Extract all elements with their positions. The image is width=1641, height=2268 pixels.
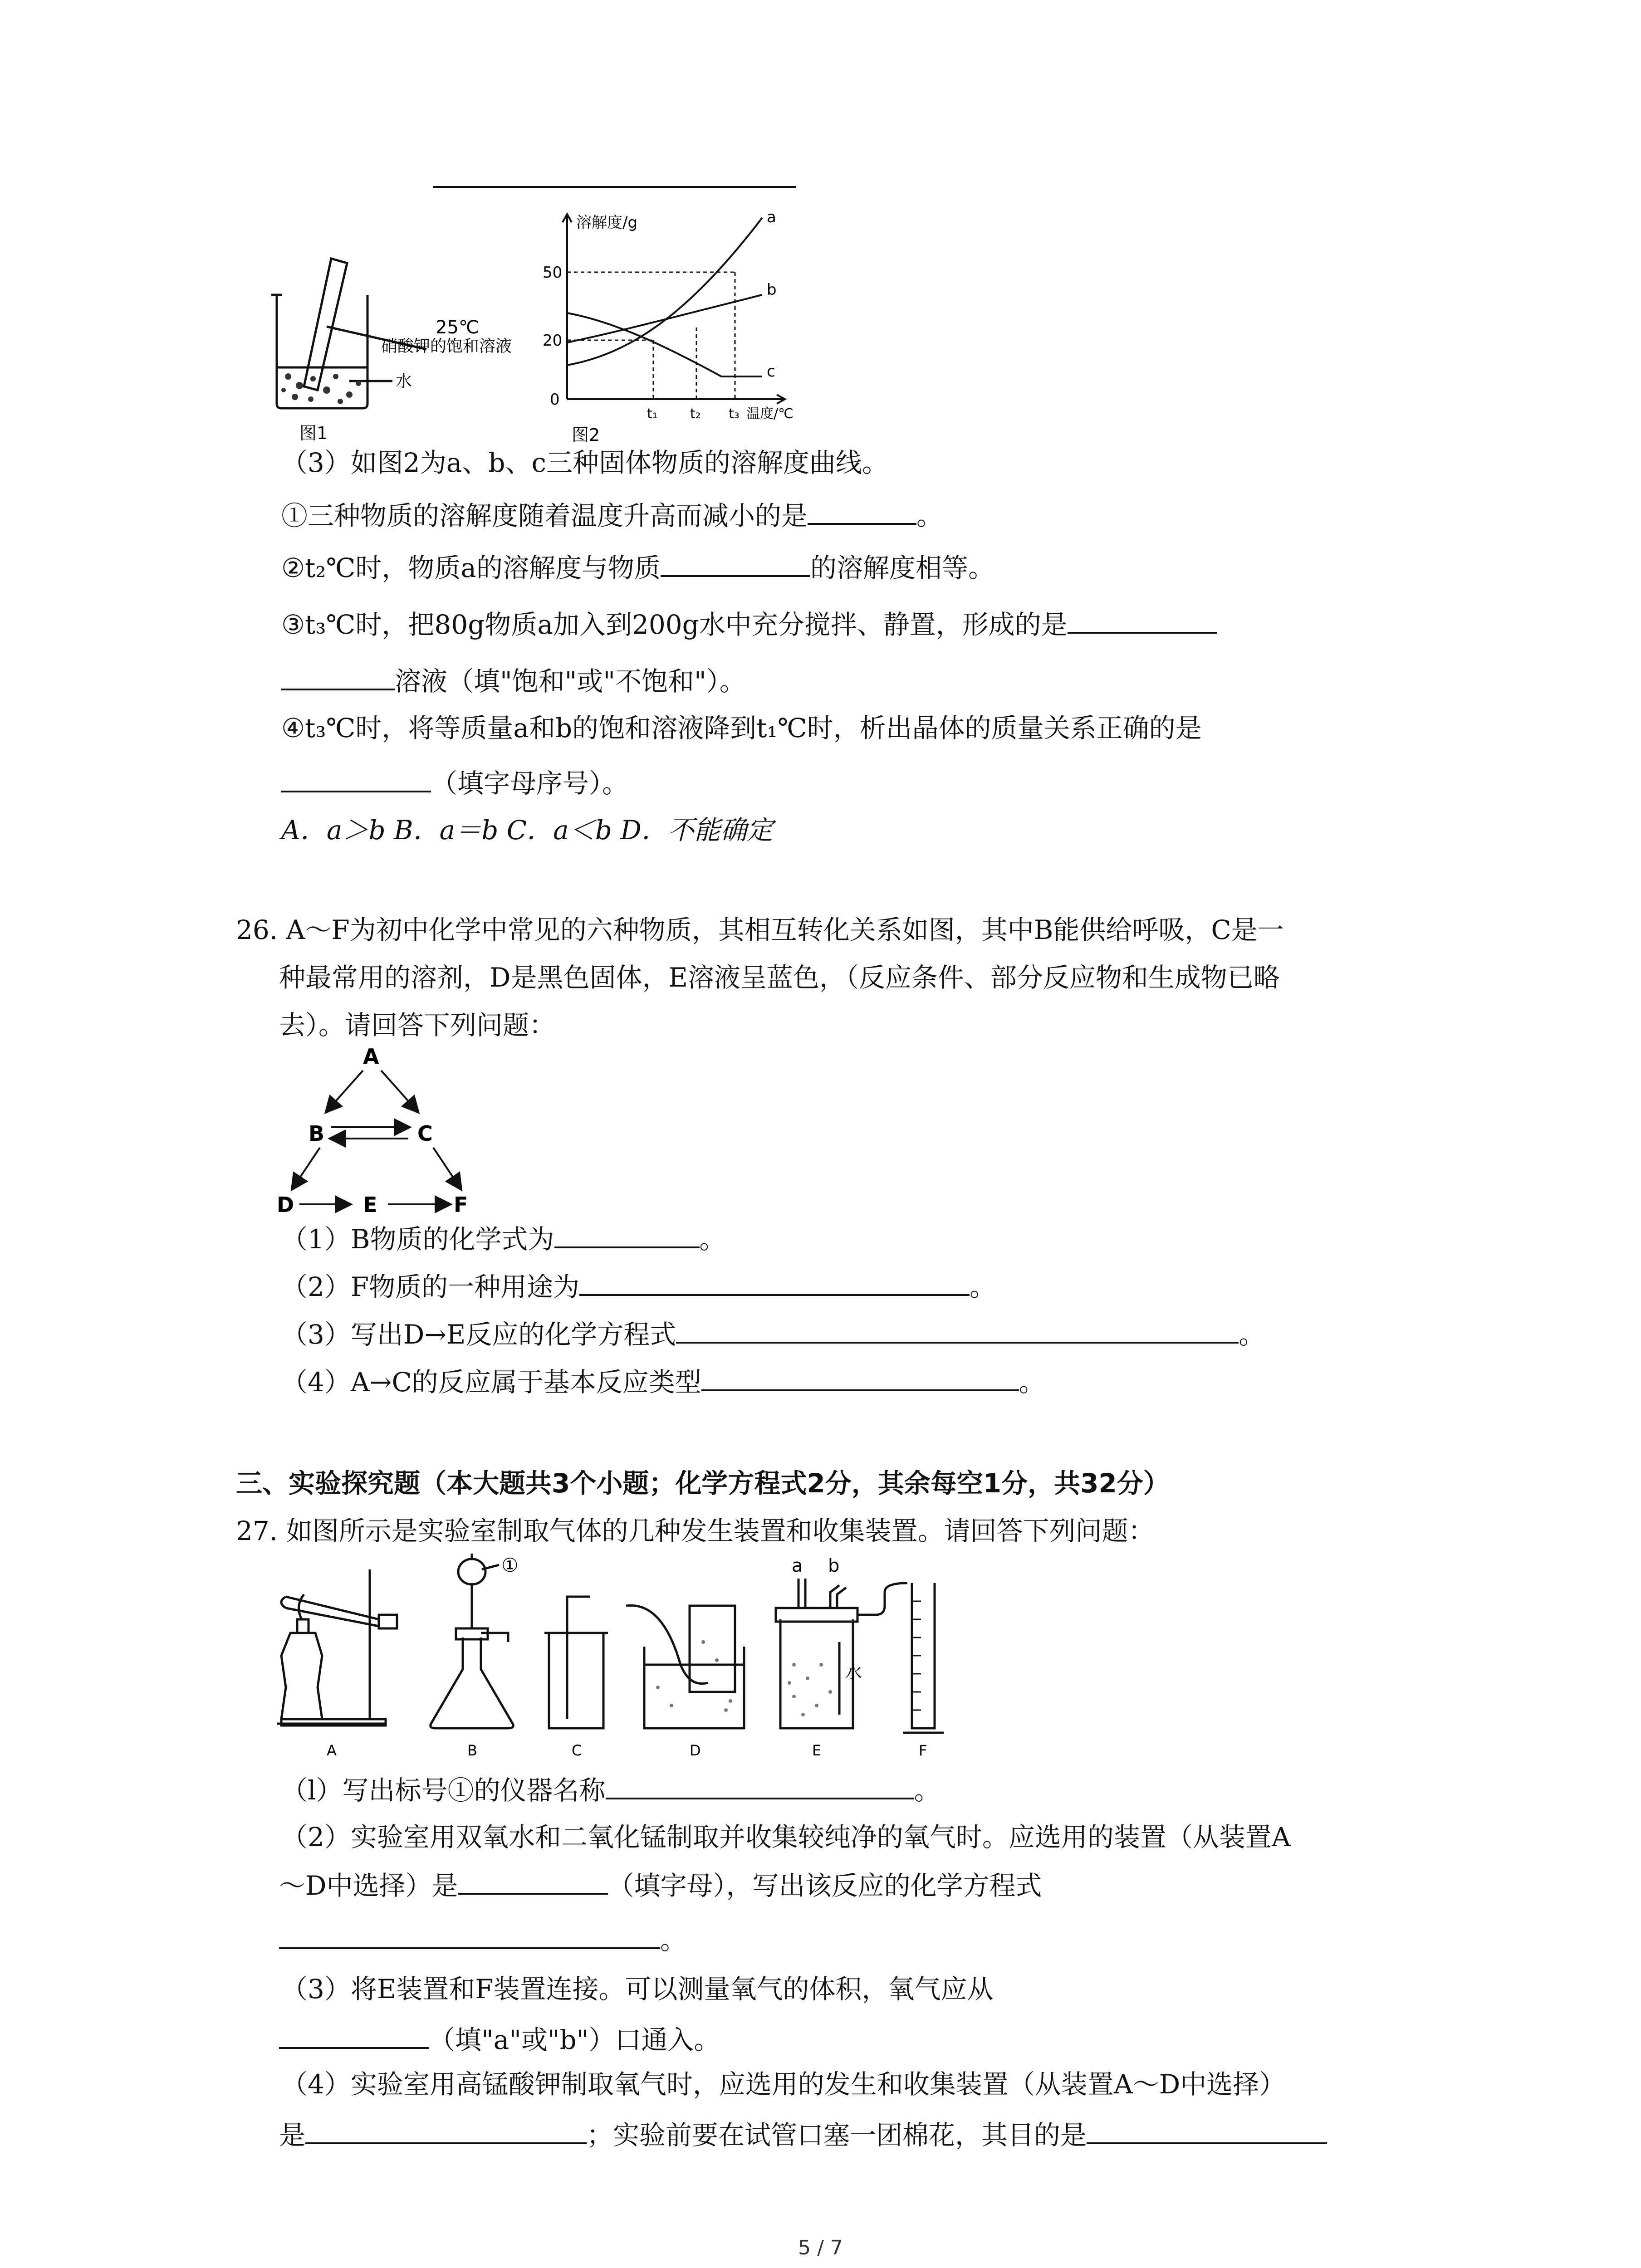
q27-part2-text-b: ～D中选择）是 [279,1870,458,1901]
q26-blank-3[interactable] [676,1315,1239,1344]
q27-part4-text-c: ；实验前要在试管口塞一团棉花，其目的是 [587,2120,1087,2151]
q27-part4-text-b: 是 [279,2120,306,2151]
apparatus-label-B: B [467,1742,477,1759]
q25-blank-3b[interactable] [281,662,395,690]
q27-blank-2b[interactable] [279,1921,660,1949]
fig1-solution-label: 硝酸钾的饱和溶液 [381,337,512,356]
fig2-xtick-t2: t₂ [690,406,701,422]
q25-sub3-text-b: 溶液（填"饱和"或"不饱和"）。 [395,666,746,697]
curve-a [567,218,762,365]
page-number: 5 / 7 [798,2236,843,2259]
q26-blank-2[interactable] [579,1268,970,1296]
answer-blank-top [433,186,796,188]
q25-sub2-text-b: 的溶解度相等。 [810,552,995,583]
q27-blank-3[interactable] [279,2021,429,2049]
q27-port-a: a [792,1555,803,1576]
q26-part3-end: 。 [1239,1319,1265,1350]
q27-apparatus-figure [272,1551,1034,1760]
q26-line1: 26. A～F为初中化学中常见的六种物质，其相互转化关系如图，其中B能供给呼吸，C是一 [236,914,1284,945]
q25-sub3-text-a: ③t₃℃时，把80g物质a加入到200g水中充分搅拌、静置，形成的是 [281,609,1068,640]
fig2-curve-label-b: b [767,281,777,299]
apparatus-label-E: E [812,1742,822,1759]
q27-blank-1[interactable] [606,1771,914,1799]
q25-sub2-text-a: ②t₂℃时，物质a的溶解度与物质 [281,552,661,583]
q26-part1-end: 。 [699,1224,726,1255]
fig2-xtick-t1: t₁ [647,406,658,422]
q26-part4-text: （4）A→C的反应属于基本反应类型 [281,1367,701,1398]
q27-blank-2a[interactable] [458,1867,608,1895]
node-C: C [417,1121,433,1146]
apparatus-label-D: D [690,1742,701,1759]
q27-part1-text: （l）写出标号①的仪器名称 [281,1775,606,1806]
node-A: A [363,1044,379,1069]
q27-part4-cont [279,2116,1327,2153]
q27-water: 水 [845,1662,862,1682]
q26-part3-text: （3）写出D→E反应的化学方程式 [281,1319,676,1350]
q27-blank-4b[interactable] [1087,2116,1327,2144]
q25-sub1-end: 。 [916,500,943,531]
node-F: F [454,1193,468,1216]
q27-part2: （2）实验室用双氧水和二氧化锰制取并收集较纯净的氧气时。应选用的装置（从装置A [281,1822,1291,1853]
fig2-xlabel: 温度/℃ [746,406,794,422]
fig1-caption: 图1 [299,423,328,443]
section-3-title: 三、实验探究题（本大题共3个小题；化学方程式2分，其余每空1分，共32分） [236,1468,1170,1499]
q25-sub1 [281,497,943,534]
q27-part3-cont [279,2021,720,2058]
apparatus-label-F: F [919,1742,927,1759]
apparatus-label-C: C [572,1742,582,1759]
q26-part4 [281,1363,1045,1400]
q25-sub3 [281,606,1217,643]
fig2-curve-label-c: c [767,362,775,381]
node-E: E [363,1193,377,1216]
q26-part2-text: （2）F物质的一种用途为 [281,1271,580,1302]
q26-part2-end: 。 [970,1271,996,1302]
q27-port-b: b [828,1555,840,1576]
fig2-ytick-0: 0 [550,391,560,409]
fig2-caption: 图2 [572,425,600,445]
fig2-curve-label-a: a [767,209,776,226]
q27-intro: 27. 如图所示是实验室制取气体的几种发生装置和收集装置。请回答下列问题： [236,1515,1155,1546]
fig2-ytick-20: 20 [543,332,563,350]
q27-part1 [281,1771,941,1809]
q25-sub4-cont [281,764,628,802]
q26-part1 [281,1220,726,1257]
node-B: B [309,1121,325,1146]
q25-sub2 [281,549,994,586]
q27-part2-text-c: （填字母），写出该反应的化学方程式 [607,1870,1042,1901]
q25-intro: （3）如图2为a、b、c三种固体物质的溶解度曲线。 [281,447,888,478]
q27-part4: （4）实验室用高锰酸钾制取氧气时，应选用的发生和收集装置（从装置A～D中选择） [281,2069,1286,2100]
q25-blank-2[interactable] [661,549,810,577]
fig2-ylabel: 溶解度/g [576,214,638,232]
q25-sub4-text-b: （填字母序号）。 [431,768,629,799]
q26-line2: 种最常用的溶剂，D是黑色固体，E溶液呈蓝色，（反应条件、部分反应物和生成物已略 [279,962,1280,993]
figure-1-beaker [268,254,540,445]
figure-2-solubility-chart [540,209,794,445]
q25-options: A．a＞b B．a＝b C．a＜b D．不能确定 [281,815,773,846]
q26-part3 [281,1315,1265,1353]
q25-blank-1[interactable] [808,497,916,525]
apparatus-label-A: A [327,1742,337,1759]
fig2-ytick-50: 50 [543,264,563,282]
q25-blank-4[interactable] [281,764,431,792]
curve-c [567,313,762,376]
q27-part2-cont [279,1867,1042,1904]
q26-line3: 去）。请回答下列问题： [279,1010,556,1041]
q26-blank-4[interactable] [701,1363,1019,1391]
q27-part1-end: 。 [914,1775,941,1806]
q25-blank-3a[interactable] [1068,606,1217,634]
q26-part1-text: （1）B物质的化学式为 [281,1224,554,1255]
q27-blank-4a[interactable] [305,2116,587,2144]
q27-part3-text-b: （填"a"或"b"）口通入。 [429,2024,720,2055]
fig1-temp: 25℃ [436,317,479,338]
q26-part2 [281,1268,996,1305]
q26-blank-1[interactable] [554,1220,700,1248]
q27-part2-cont2 [279,1921,686,1958]
curve-b [567,295,762,342]
q27-marker: ① [501,1554,519,1576]
q26-part4-end: 。 [1019,1367,1045,1398]
q26-relation-diagram [272,1043,490,1216]
fig1-water-label: 水 [396,372,412,391]
q25-sub1-text: ①三种物质的溶解度随着温度升高而减小的是 [281,500,808,531]
q25-sub3-cont [281,662,746,699]
node-D: D [277,1193,294,1216]
fig2-xtick-t3: t₃ [729,406,740,422]
q27-part2-end: 。 [660,1925,687,1955]
q25-sub4 [281,710,1202,746]
q27-part3: （3）将E装置和F装置连接。可以测量氧气的体积，氧气应从 [281,1974,994,2004]
q25-sub4-text-a: ④t₃℃时，将等质量a和b的饱和溶液降到t₁℃时，析出晶体的质量关系正确的是 [281,713,1202,743]
